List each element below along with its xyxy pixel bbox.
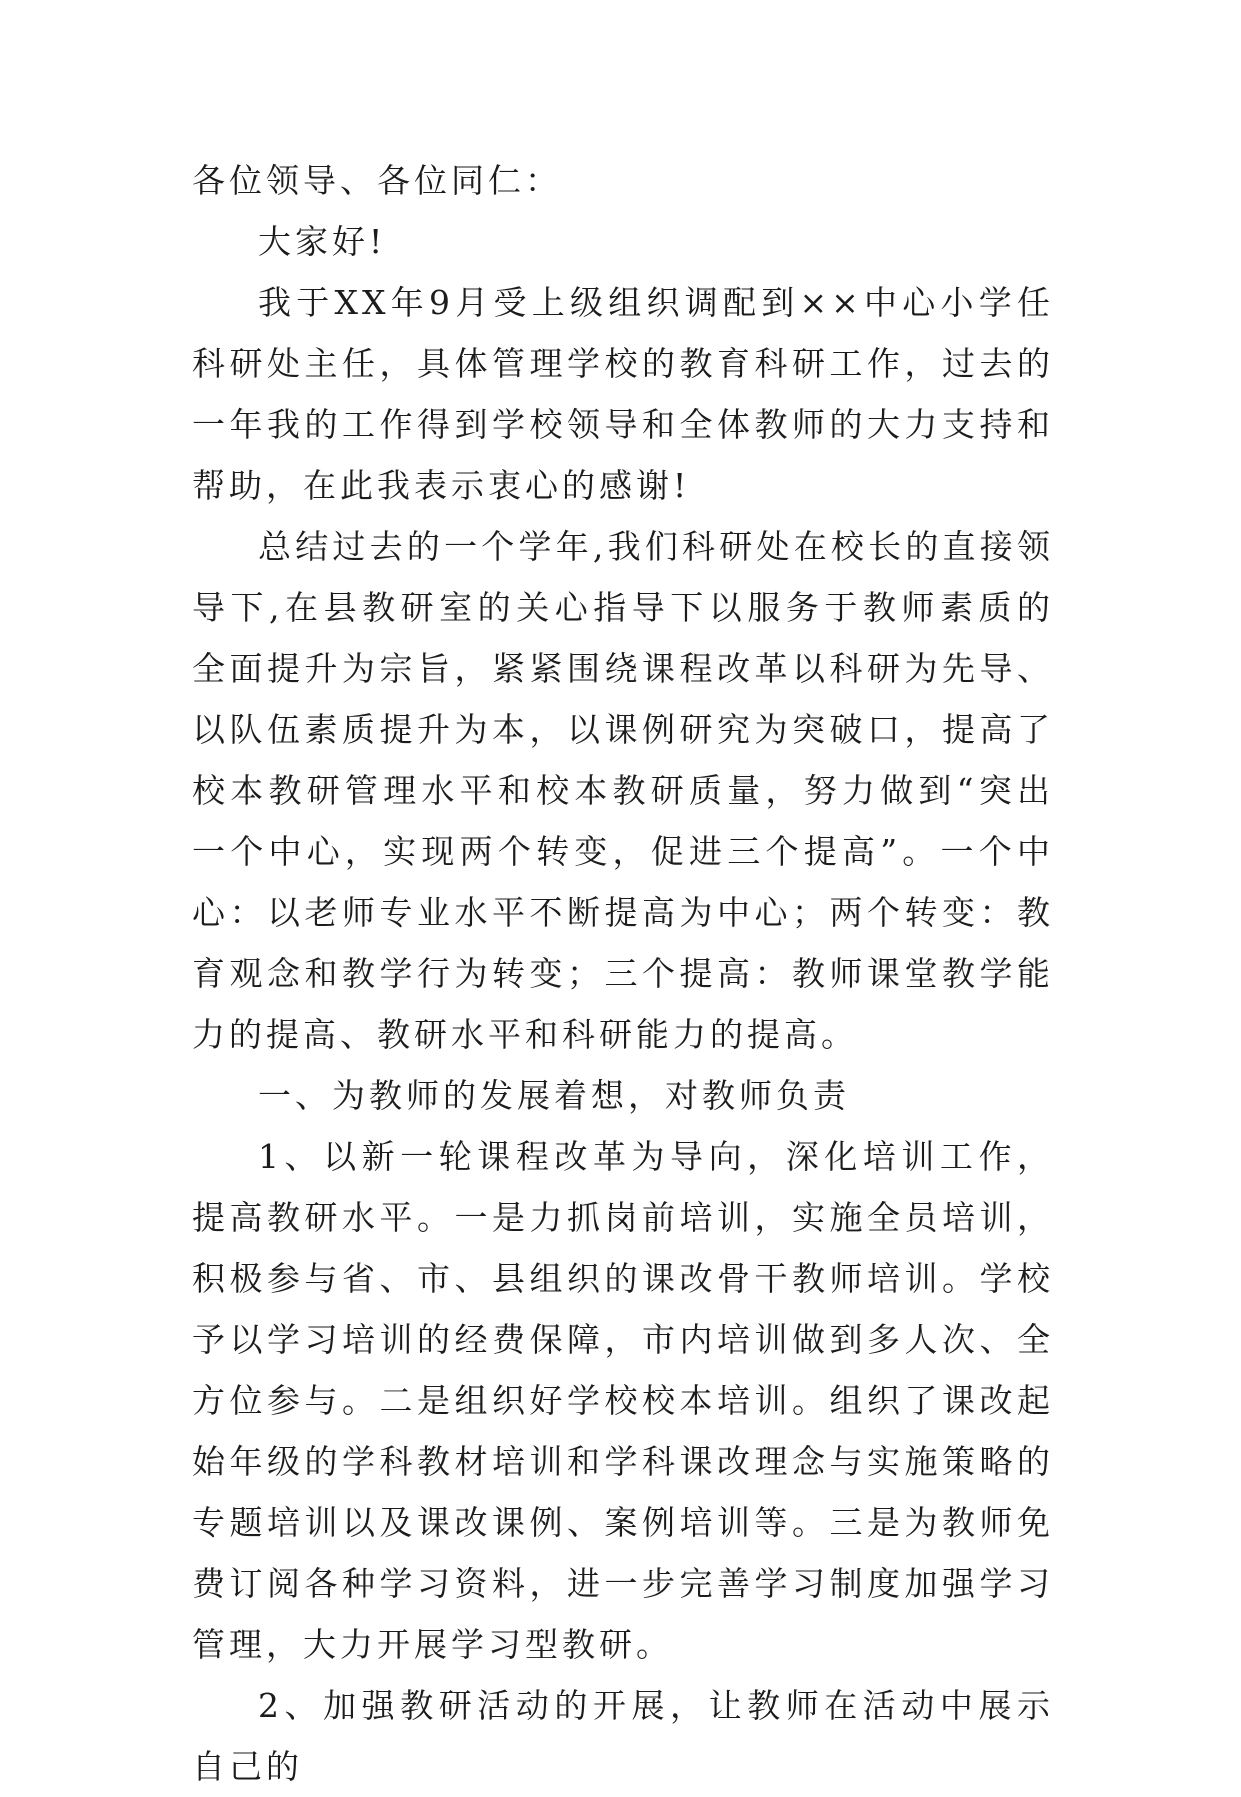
- paragraph-summary: 总结过去的一个学年,我们科研处在校长的直接领导下,在县教研室的关心指导下以服务于教师素质的全面提升为宗旨，紧紧围绕课程改革以科研为先导、以队伍素质提升为本，以课例研究为突破口，提高了校本教研管理水平和校本教研质量，努力做到“突出一个中心，实现两个转变，促进三个提高”。一个中心：以老师专业水平不断提高为中心；两个转变：教育观念和教学行为转变；三个提高：教师课堂教学能力的提高、教研水平和科研能力的提高。: [192, 527, 1054, 1054]
- paragraph-intro: 我于XX年9月受上级组织调配到××中心小学任科研处主任，具体管理学校的教育科研工作，过去的一年我的工作得到学校领导和全体教师的大力支持和帮助，在此我表示衷心的感谢!: [192, 283, 1054, 505]
- section-heading: 一、为教师的发展着想，对教师负责: [258, 1076, 850, 1115]
- list-item-1: 1、以新一轮课程改革为导向，深化培训工作，提高教研水平。一是力抓岗前培训，实施全员培训，积极参与省、市、县组织的课改骨干教师培训。学校予以学习培训的经费保障，市内培训做到多人次、全方位参与。二是组织好学校校本培训。组织了课改起始年级的学科教材培训和学科课改理念与实施策略的专题培训以及课改课例、案例培训等。三是为教师免费订阅各种学习资料，进一步完善学习制度加强学习管理，大力开展学习型教研。: [192, 1137, 1054, 1664]
- greeting: 大家好!: [258, 222, 387, 261]
- list-item-2: 2、加强教研活动的开展，让教师在活动中展示自己的: [192, 1686, 1054, 1786]
- document-body: [192, 150, 1054, 1797]
- salutation: 各位领导、各位同仁：: [192, 161, 562, 200]
